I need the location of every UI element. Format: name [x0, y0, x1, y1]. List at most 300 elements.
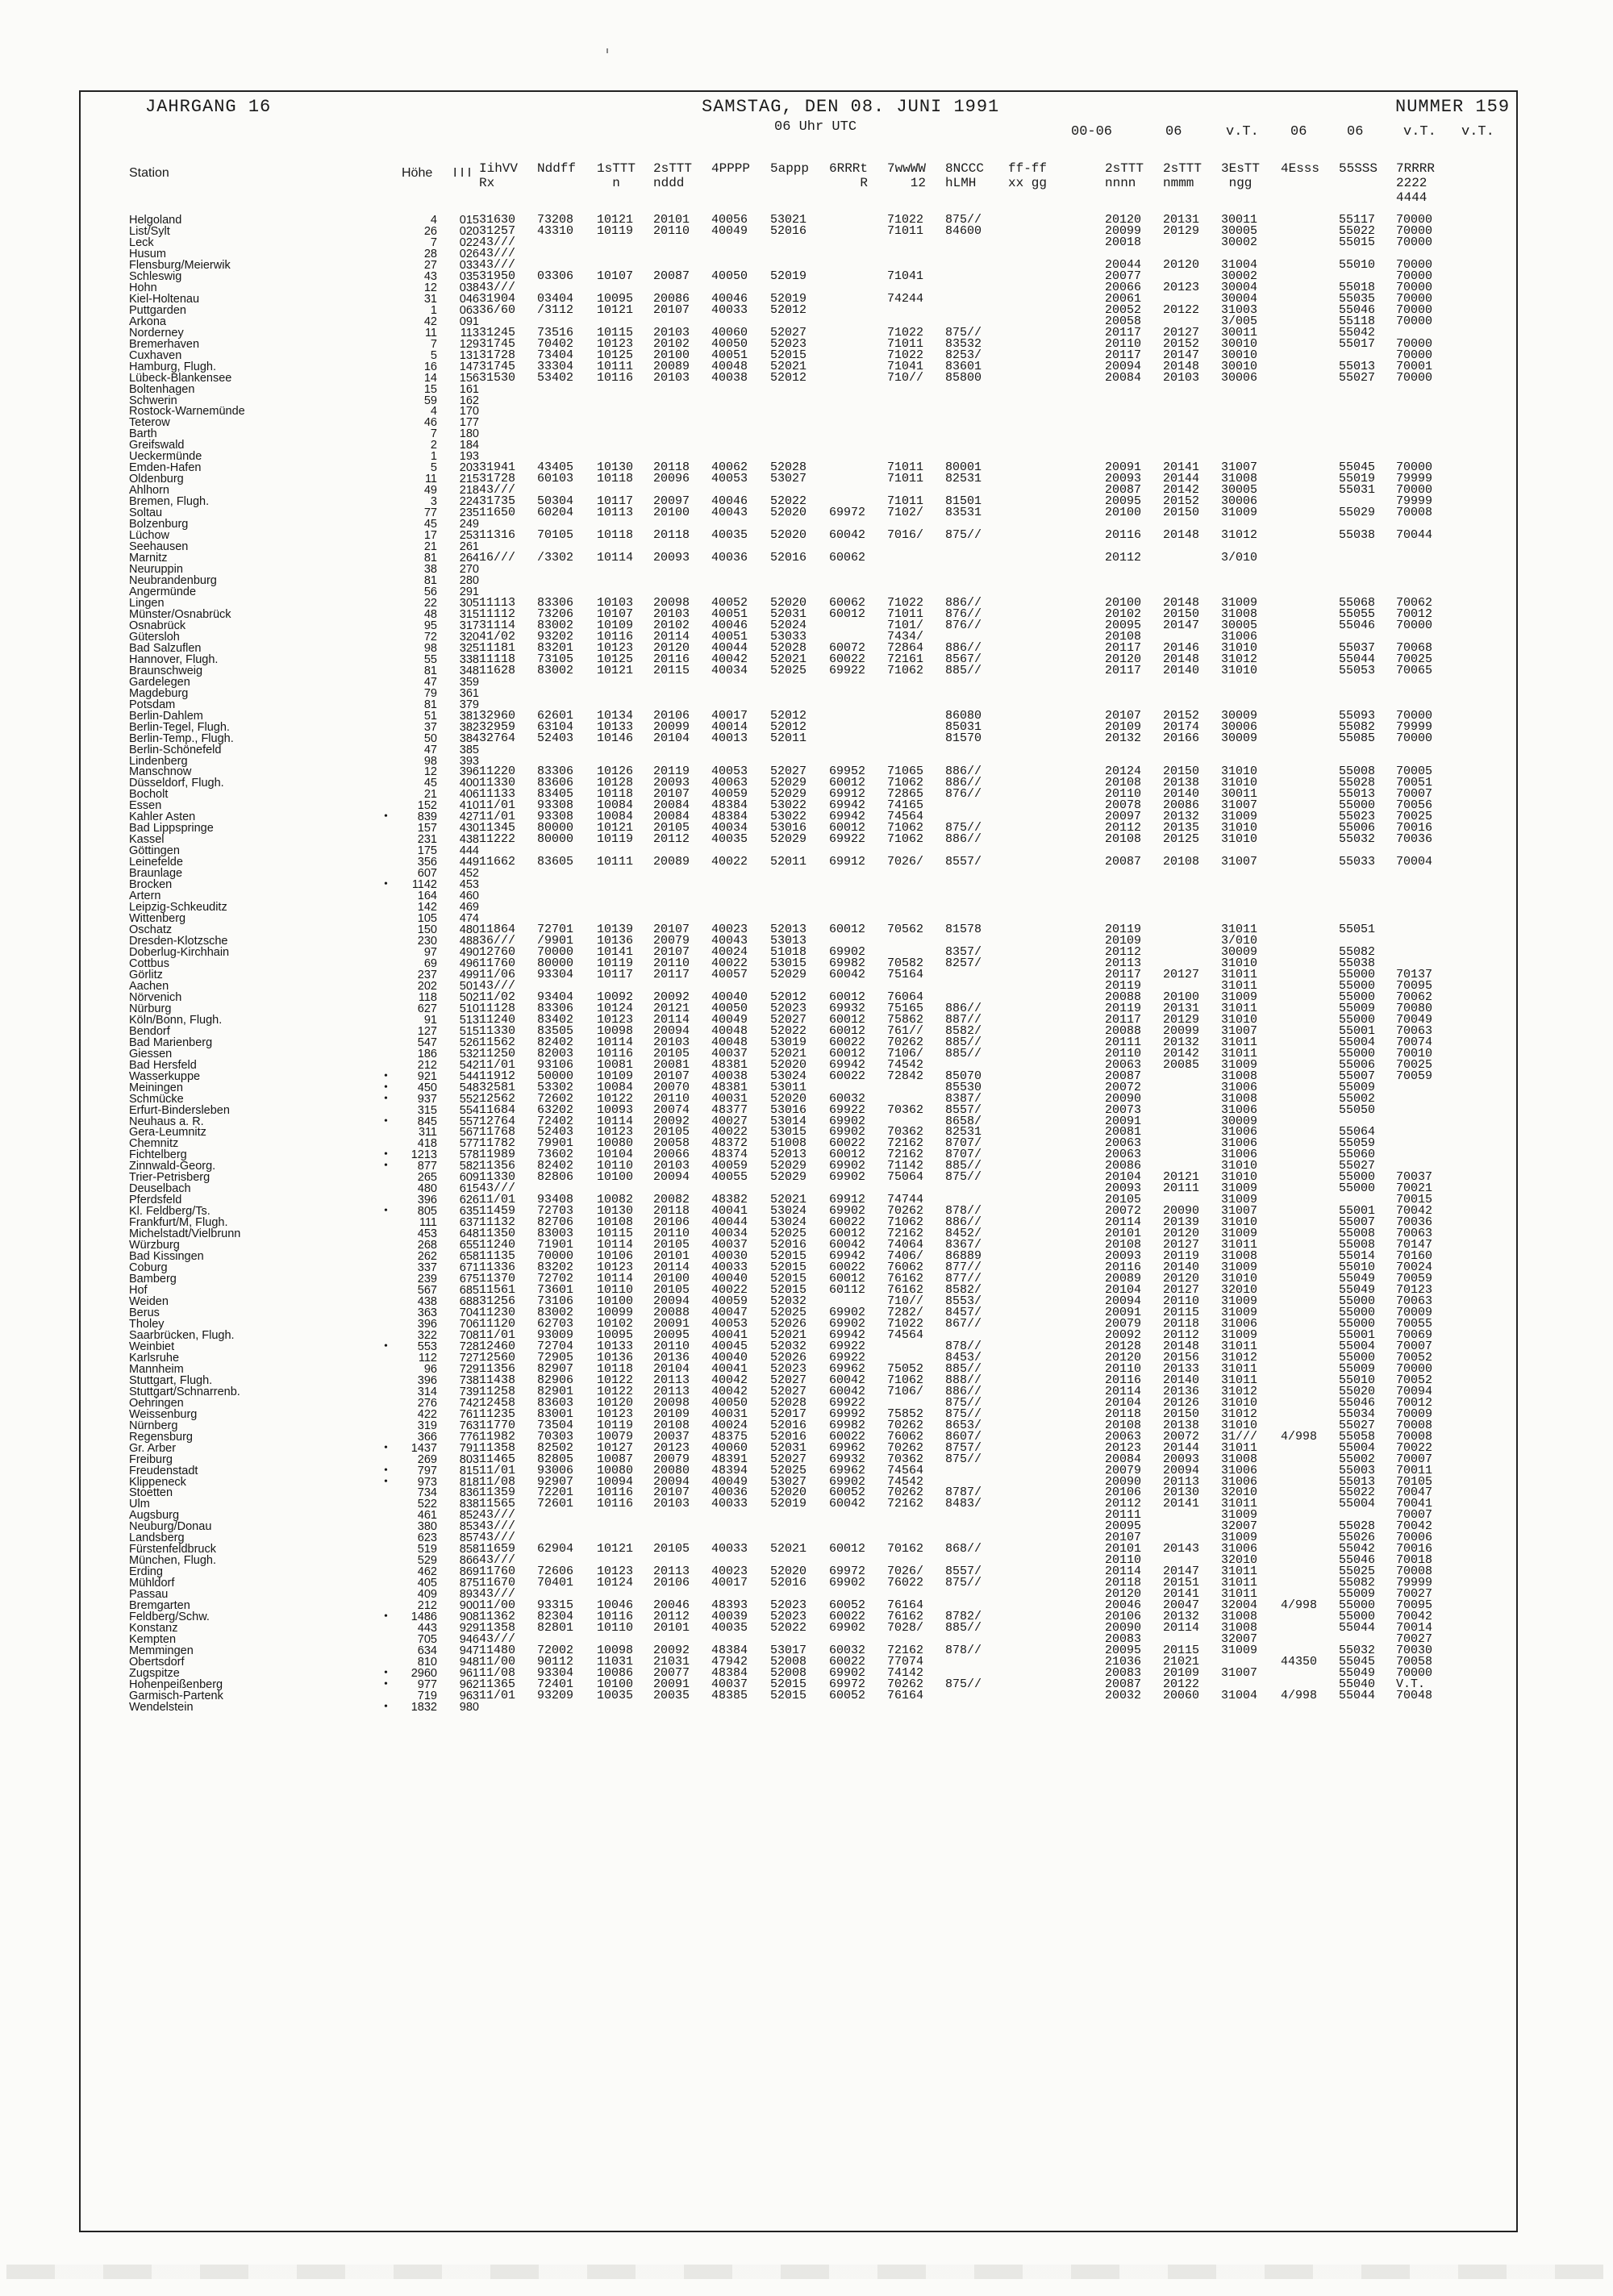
synop-group: 70063	[1396, 1294, 1433, 1308]
synop-group: 40035	[711, 832, 748, 847]
synop-group: 20107	[653, 1486, 690, 1500]
station-index: 253	[459, 529, 479, 543]
synop-group: 8367/	[945, 1238, 982, 1252]
synop-group: 52021	[770, 1046, 807, 1060]
station-index: 453	[459, 878, 479, 892]
station-name: Magdeburg	[129, 686, 189, 700]
synop-group: 69902	[829, 1305, 866, 1319]
station-index: 400	[459, 777, 479, 790]
synop-group: 55053	[1339, 663, 1376, 677]
synop-group: 710//	[887, 1294, 924, 1308]
synop-group: 55010	[1339, 1373, 1376, 1387]
synop-group: 11113	[479, 595, 516, 610]
synop-group: 10136	[597, 1350, 634, 1365]
synop-group: 53019	[770, 1035, 807, 1049]
synop-group: 20088	[1105, 990, 1142, 1004]
synop-group: 31011	[1221, 1046, 1258, 1060]
bulletin-frame	[79, 90, 1518, 2232]
station-name: Klippeneck	[129, 1475, 186, 1489]
synop-group: 31007	[1221, 1665, 1258, 1680]
synop-group: 43///	[479, 235, 516, 249]
table-row	[81, 507, 1519, 519]
synop-group: 52029	[770, 1159, 807, 1173]
synop-group: 11345	[479, 821, 516, 835]
synop-group: 11230	[479, 1305, 516, 1319]
station-name: Greifswald	[129, 439, 185, 452]
synop-group: 32010	[1221, 1486, 1258, 1500]
station-index: 791	[459, 1441, 479, 1455]
synop-group: 31904	[479, 291, 516, 306]
synop-group: 62601	[537, 708, 574, 723]
station-name: Berlin-Tegel, Flugh.	[129, 720, 230, 734]
station-index: 948	[459, 1656, 479, 1669]
table-row	[81, 370, 1519, 385]
synop-group: 72402	[537, 1114, 574, 1128]
station-index: 406	[459, 788, 479, 802]
hour-label: 06	[1165, 124, 1182, 140]
station-index: 675	[459, 1273, 479, 1286]
synop-group: 31011	[1221, 923, 1258, 937]
synop-group: 20100	[1105, 506, 1142, 520]
synop-group: 60022	[829, 1069, 866, 1083]
synop-group: 40041	[711, 1361, 748, 1376]
synop-group: 76164	[887, 1598, 924, 1613]
synop-group: 20117	[1105, 663, 1142, 677]
synop-group: 55060	[1339, 1148, 1376, 1162]
synop-group: 40043	[711, 934, 748, 948]
station-index: 963	[459, 1689, 479, 1702]
synop-group: 70001	[1396, 359, 1433, 373]
station-index: 685	[459, 1284, 479, 1298]
station-name: Stoetten	[129, 1486, 173, 1500]
synop-group: 10116	[597, 629, 634, 644]
station-name: Arkona	[129, 315, 166, 328]
station-name: Bad Salzuflen	[129, 641, 202, 655]
synop-group: 70362	[887, 1125, 924, 1140]
synop-group: 20108	[1105, 832, 1142, 847]
synop-group: 10119	[597, 832, 634, 847]
station-name: Deuselbach	[129, 1182, 191, 1196]
station-elevation: 150	[417, 923, 437, 937]
station-name: Nörvenich	[129, 990, 182, 1004]
synop-group: 83402	[537, 1012, 574, 1027]
station-elevation: 607	[417, 867, 437, 881]
synop-group: 10098	[597, 1023, 634, 1038]
synop-group: 70068	[1396, 640, 1433, 655]
station-index: 488	[459, 935, 479, 948]
synop-group: 20086	[653, 291, 690, 306]
synop-group: 55038	[1339, 956, 1376, 970]
synop-group: 875//	[945, 1677, 982, 1691]
synop-group: 31011	[1221, 1339, 1258, 1353]
station-name: Konstanz	[129, 1622, 178, 1636]
synop-group: 11/08	[479, 1474, 516, 1489]
synop-group: 21031	[653, 1655, 690, 1669]
synop-group: 52020	[770, 1091, 807, 1106]
synop-group: 43///	[479, 1587, 516, 1602]
synop-group: 40063	[711, 776, 748, 790]
synop-group: 21021	[1163, 1655, 1200, 1669]
station-index: 291	[459, 585, 479, 598]
synop-group: 20088	[1105, 1023, 1142, 1038]
synop-group: 31009	[1221, 810, 1258, 824]
synop-group: 20101	[653, 1621, 690, 1636]
synop-group: 31009	[1221, 595, 1258, 610]
station-elevation: 59	[423, 394, 437, 407]
synop-group: 55046	[1339, 302, 1376, 317]
synop-group: 31010	[1221, 1159, 1258, 1173]
table-row	[81, 969, 1519, 981]
synop-group: 12560	[479, 1350, 516, 1365]
station-index: 338	[459, 652, 479, 666]
synop-group: 40053	[711, 1316, 748, 1331]
synop-group: 20144	[1163, 1440, 1200, 1455]
station-elevation: 91	[423, 1013, 437, 1027]
synop-group: 7101/	[887, 618, 924, 632]
synop-group: 40031	[711, 1406, 748, 1421]
synop-group: 85800	[945, 370, 982, 385]
synop-group: 8607/	[945, 1429, 982, 1444]
synop-group: 20114	[653, 1261, 690, 1275]
synop-group: 31010	[1221, 1170, 1258, 1185]
synop-group: 20094	[653, 1294, 690, 1308]
station-elevation: 22	[423, 596, 437, 610]
synop-group: 10126	[597, 765, 634, 779]
synop-group: 20131	[1163, 213, 1200, 227]
synop-group: 70000	[1396, 336, 1433, 351]
synop-group: 72702	[537, 1272, 574, 1286]
station-elevation: 462	[417, 1565, 437, 1579]
synop-group: 20150	[1163, 506, 1200, 520]
synop-group: 82706	[537, 1215, 574, 1230]
station-index: 091	[459, 315, 479, 328]
synop-group: 20081	[653, 1057, 690, 1072]
synop-group: 76162	[887, 1283, 924, 1298]
synop-group: 41/02	[479, 629, 516, 644]
synop-group: 70009	[1396, 1305, 1433, 1319]
station-index: 469	[459, 901, 479, 915]
synop-group: 12460	[479, 1339, 516, 1353]
synop-group: 69952	[829, 765, 866, 779]
synop-group: 20107	[653, 1069, 690, 1083]
mountain-station-marker: •	[384, 1475, 388, 1488]
synop-group: 48384	[711, 1644, 748, 1658]
synop-group: 83531	[945, 506, 982, 520]
synop-group: 20118	[653, 1204, 690, 1219]
station-name: Aachen	[129, 979, 169, 993]
synop-group: 875//	[945, 1576, 982, 1590]
synop-group: 20110	[653, 1091, 690, 1106]
synop-group: 11362	[479, 1610, 516, 1624]
synop-group: 52025	[770, 1227, 807, 1241]
synop-group: 20092	[653, 1644, 690, 1658]
station-elevation: 268	[417, 1239, 437, 1252]
synop-group: 82906	[537, 1373, 574, 1387]
synop-group: 53021	[770, 213, 807, 227]
table-row	[81, 575, 1519, 586]
station-elevation: 186	[417, 1047, 437, 1060]
synop-group: 20139	[1163, 1215, 1200, 1230]
synop-group: 53027	[770, 472, 807, 486]
station-elevation: 319	[417, 1419, 437, 1432]
synop-group: 31010	[1221, 821, 1258, 835]
synop-group: 72162	[887, 1644, 924, 1658]
station-elevation: 31	[423, 292, 437, 306]
station-index: 170	[459, 405, 479, 419]
synop-group: 20109	[1105, 934, 1142, 948]
synop-group: 83505	[537, 1023, 574, 1038]
synop-group: 93202	[537, 629, 574, 644]
synop-group: 52023	[770, 1361, 807, 1376]
table-row	[81, 271, 1519, 282]
station-index: 929	[459, 1622, 479, 1636]
synop-group: 70123	[1396, 1283, 1433, 1298]
synop-group: 31009	[1221, 1181, 1258, 1196]
synop-group: 10103	[597, 595, 634, 610]
synop-group: 20108	[653, 1418, 690, 1432]
station-elevation: 46	[423, 416, 437, 430]
synop-group: 40039	[711, 1610, 748, 1624]
synop-group: 20127	[1163, 325, 1200, 340]
synop-group: 20105	[653, 1542, 690, 1556]
synop-group: 20108	[1105, 776, 1142, 790]
station-elevation: 734	[417, 1486, 437, 1500]
synop-group: 11120	[479, 1316, 516, 1331]
synop-group: 20107	[653, 923, 690, 937]
synop-group: 885//	[945, 663, 982, 677]
synop-group: 81578	[945, 923, 982, 937]
synop-group: 72002	[537, 1644, 574, 1658]
synop-group: 75165	[887, 1001, 924, 1015]
station-name: Stuttgart/Schnarrenb.	[129, 1385, 240, 1398]
synop-group: 20095	[1105, 1644, 1142, 1658]
synop-group: 20073	[1105, 1102, 1142, 1117]
synop-group: 11240	[479, 1012, 516, 1027]
synop-group: 40036	[711, 1486, 748, 1500]
synop-group: 70000	[1396, 370, 1433, 385]
synop-group: 83606	[537, 776, 574, 790]
synop-group: 71062	[887, 1215, 924, 1230]
station-elevation: 845	[417, 1115, 437, 1128]
station-elevation: 461	[417, 1509, 437, 1523]
synop-group: 11133	[479, 787, 516, 802]
synop-group: 20112	[1105, 944, 1142, 959]
synop-group: 887//	[945, 1012, 982, 1027]
station-index: 729	[459, 1362, 479, 1376]
synop-group: 875//	[945, 213, 982, 227]
synop-group: 60022	[829, 1610, 866, 1624]
station-name: Hannover, Flugh.	[129, 652, 219, 666]
station-elevation: 7	[430, 427, 437, 441]
station-index: 626	[459, 1194, 479, 1207]
synop-group: 20111	[1105, 1508, 1142, 1523]
synop-group: 55049	[1339, 1283, 1376, 1298]
synop-group: 10095	[597, 1327, 634, 1342]
synop-group: 20110	[653, 223, 690, 238]
synop-group: 20106	[653, 1215, 690, 1230]
synop-group: 20152	[1163, 708, 1200, 723]
synop-group: 885//	[945, 1159, 982, 1173]
station-elevation: 28	[423, 247, 437, 260]
station-elevation: 1486	[411, 1611, 437, 1624]
station-name: Stuttgart, Flugh.	[129, 1373, 213, 1387]
synop-group: 69942	[829, 1057, 866, 1072]
synop-group: 20140	[1163, 1261, 1200, 1275]
synop-group: 82801	[537, 1621, 574, 1636]
synop-group: 11235	[479, 1406, 516, 1421]
synop-group: 60012	[829, 1012, 866, 1027]
synop-group: 55000	[1339, 978, 1376, 993]
station-name: Dresden-Klotzsche	[129, 935, 228, 948]
synop-group: 83202	[537, 1261, 574, 1275]
synop-group: 53033	[770, 629, 807, 644]
synop-group: 70022	[1396, 1440, 1433, 1455]
synop-group: 886//	[945, 1384, 982, 1398]
station-name: Wendelstein	[129, 1700, 194, 1714]
synop-group: 85070	[945, 1069, 982, 1083]
synop-group: 40013	[711, 731, 748, 745]
synop-group: 20081	[1105, 1125, 1142, 1140]
synop-group: 20091	[1105, 1305, 1142, 1319]
col-hoehe: Höhe	[402, 166, 433, 180]
synop-group: 52012	[770, 708, 807, 723]
synop-group: 886//	[945, 595, 982, 610]
synop-group: 52032	[770, 1294, 807, 1308]
mountain-station-marker: •	[384, 878, 388, 891]
synop-group: 20103	[653, 1035, 690, 1049]
synop-group: 71011	[887, 336, 924, 351]
synop-group: 20085	[1163, 1057, 1200, 1072]
station-elevation: 81	[423, 664, 437, 677]
synop-group: 62904	[537, 1542, 574, 1556]
station-index: 396	[459, 765, 479, 779]
synop-group: 55029	[1339, 506, 1376, 520]
table-row	[81, 1690, 1519, 1702]
synop-group: 40035	[711, 528, 748, 543]
station-elevation: 212	[417, 1058, 437, 1072]
station-name: Köln/Bonn, Flugh.	[129, 1013, 223, 1027]
synop-group: 55002	[1339, 1452, 1376, 1466]
station-name: Trier-Petrisberg	[129, 1171, 210, 1185]
station-elevation: 37	[423, 720, 437, 734]
synop-group: 70014	[1396, 1621, 1433, 1636]
station-elevation: 405	[417, 1577, 437, 1590]
synop-group: 70025	[1396, 1057, 1433, 1072]
synop-group: 69902	[829, 944, 866, 959]
synop-group: 10087	[597, 1452, 634, 1466]
synop-group: 55022	[1339, 1486, 1376, 1500]
synop-group: 52016	[770, 1429, 807, 1444]
synop-group: 76162	[887, 1272, 924, 1286]
synop-group: 55000	[1339, 1316, 1376, 1331]
station-elevation: 314	[417, 1385, 437, 1398]
station-index: 379	[459, 698, 479, 711]
synop-group: 70042	[1396, 1610, 1433, 1624]
station-elevation: 276	[417, 1396, 437, 1410]
synop-group: 11782	[479, 1136, 516, 1151]
station-index: 180	[459, 427, 479, 441]
synop-group: 10115	[597, 1227, 634, 1241]
synop-group: 72601	[537, 1497, 574, 1511]
station-name: Berlin-Temp., Flugh.	[129, 731, 234, 745]
station-elevation: 4	[430, 214, 437, 227]
synop-group: 12458	[479, 1395, 516, 1410]
synop-group: 10124	[597, 1001, 634, 1015]
synop-group: 71062	[887, 832, 924, 847]
synop-group: 55018	[1339, 280, 1376, 294]
synop-group: 20114	[1105, 1215, 1142, 1230]
station-index: 020	[459, 224, 479, 238]
synop-group: 20146	[1163, 640, 1200, 655]
station-name: Rostock-Warnemünde	[129, 405, 245, 419]
synop-group: 20089	[1105, 1272, 1142, 1286]
station-elevation: 1	[430, 303, 437, 317]
synop-group: 70052	[1396, 1350, 1433, 1365]
synop-group: 20109	[1163, 1665, 1200, 1680]
synop-group: 70262	[887, 1418, 924, 1432]
synop-group: 31011	[1221, 1001, 1258, 1015]
synop-group: 70000	[1396, 302, 1433, 317]
station-index: 532	[459, 1047, 479, 1060]
station-name: Oehringen	[129, 1396, 184, 1410]
synop-group: 40023	[711, 923, 748, 937]
synop-group: 52403	[537, 1125, 574, 1140]
synop-group: 55000	[1339, 967, 1376, 981]
synop-group: 20118	[1105, 1576, 1142, 1590]
station-name: Memmingen	[129, 1644, 194, 1658]
synop-group: 70401	[537, 1576, 574, 1590]
station-index: 609	[459, 1171, 479, 1185]
station-name: Feldberg/Schw.	[129, 1611, 210, 1624]
synop-group: 20117	[1105, 325, 1142, 340]
synop-group: 20100	[653, 1272, 690, 1286]
synop-group: 76164	[887, 1688, 924, 1702]
synop-group: 11662	[479, 855, 516, 869]
synop-group: 75164	[887, 967, 924, 981]
synop-group: 20114	[653, 1012, 690, 1027]
synop-group: 70062	[1396, 990, 1433, 1004]
station-elevation: 118	[418, 990, 437, 1004]
col-c13: 3EsTT ngg	[1221, 161, 1261, 190]
table-row	[81, 688, 1519, 699]
synop-group: 20127	[1163, 967, 1200, 981]
synop-group: 52019	[770, 1497, 807, 1511]
synop-group: 82531	[945, 1125, 982, 1140]
synop-group: 20114	[1163, 1621, 1200, 1636]
station-name: Manschnow	[129, 765, 192, 779]
synop-group: 31114	[479, 618, 516, 632]
synop-group: 44350	[1281, 1655, 1318, 1669]
synop-group: 20103	[653, 606, 690, 621]
table-row	[81, 834, 1519, 845]
synop-group: 60012	[829, 923, 866, 937]
synop-group: 20113	[1163, 1474, 1200, 1489]
station-index: 947	[459, 1644, 479, 1658]
synop-group: 20120	[1163, 1227, 1200, 1241]
synop-group: 60052	[829, 1688, 866, 1702]
synop-group: 70052	[1396, 1373, 1433, 1387]
table-row	[81, 395, 1519, 406]
synop-group: 878//	[945, 1644, 982, 1658]
synop-group: 20103	[1163, 370, 1200, 385]
station-table	[81, 215, 1519, 1713]
synop-group: 52015	[770, 1249, 807, 1264]
synop-group: 20112	[1105, 821, 1142, 835]
synop-group: 11/01	[479, 1463, 516, 1477]
synop-group: 55000	[1339, 1598, 1376, 1613]
station-index: 582	[459, 1160, 479, 1173]
synop-group: 10133	[597, 1339, 634, 1353]
